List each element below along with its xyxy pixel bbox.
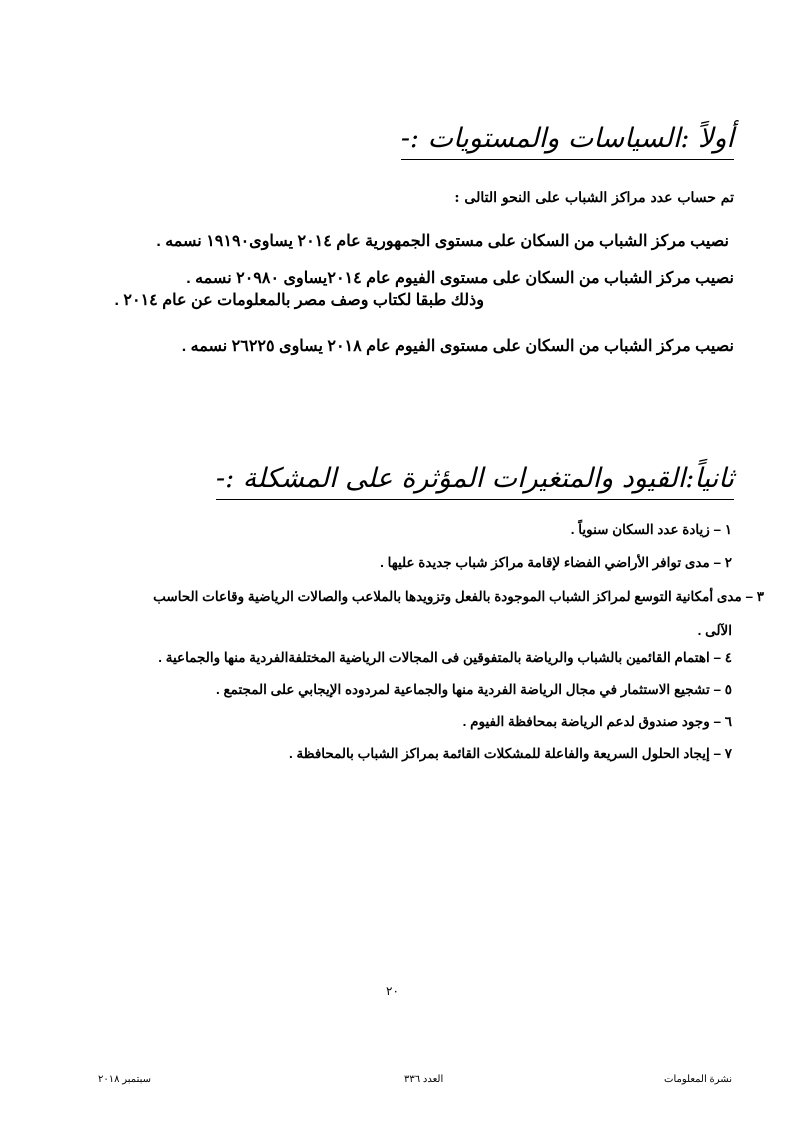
list-item-3-continued: الآلى . bbox=[697, 623, 732, 638]
list-item-3: ٣ – مدى أمكانية التوسع لمراكز الشباب الموجودة بالفعل وتزويدها بالملاعب والصالات الرياضية وقاعات الحاسب bbox=[153, 589, 764, 604]
list-item-7: ٧ – إيجاد الحلول السريعة والفاعلة للمشكلات القائمة بمراكز الشباب بالمحافظة . bbox=[289, 746, 732, 761]
section1-line-1: نصيب مركز الشباب من السكان على مستوى الجمهورية عام ٢٠١٤ يساوى١٩١٩٠ نسمه . bbox=[156, 233, 729, 250]
list-item-5: ٥ – تشجيع الاستثمار في مجال الرياضة الفردية منها والجماعية لمردوده الإيجابي على المجتمع . bbox=[215, 682, 732, 697]
section1-heading: أولاً :السياسات والمستويات :- bbox=[401, 120, 734, 160]
page-number: ٢٠ bbox=[386, 984, 399, 998]
section1-line-4: نصيب مركز الشباب من السكان على مستوى الفيوم عام ٢٠١٨ يساوى ٢٦٢٢٥ نسمه . bbox=[181, 338, 734, 355]
section2-heading: ثانياً:القيود والمتغيرات المؤثرة على المشكلة :- bbox=[216, 460, 734, 500]
list-item-2: ٢ – مدى توافر الأراضي الفضاء لإقامة مراكز شباب جديدة عليها . bbox=[380, 555, 732, 570]
section1-intro: تم حساب عدد مراكز الشباب على النحو التالى : bbox=[454, 190, 734, 206]
list-item-4: ٤ – اهتمام القائمين بالشباب والرياضة بالمتفوقين فى المجالات الرياضية المختلفةالفردية منها والجماعية . bbox=[158, 650, 732, 665]
list-item-1: ١ – زيادة عدد السكان سنوياً . bbox=[570, 522, 732, 537]
section1-line-2: نصيب مركز الشباب من السكان على مستوى الفيوم عام ٢٠١٤يساوى ٢٠٩٨٠ نسمه . bbox=[186, 270, 734, 287]
footer-publication: نشرة المعلومات bbox=[664, 1074, 732, 1085]
footer-date: سبتمبر ٢٠١٨ bbox=[98, 1074, 151, 1085]
list-item-6: ٦ – وجود صندوق لدعم الرياضة بمحافظة الفيوم . bbox=[462, 714, 732, 729]
footer-issue: العدد ٣٣٦ bbox=[404, 1074, 444, 1085]
section1-line-3: وذلك طبقا لكتاب وصف مصر بالمعلومات عن عام ٢٠١٤ . bbox=[114, 292, 484, 309]
